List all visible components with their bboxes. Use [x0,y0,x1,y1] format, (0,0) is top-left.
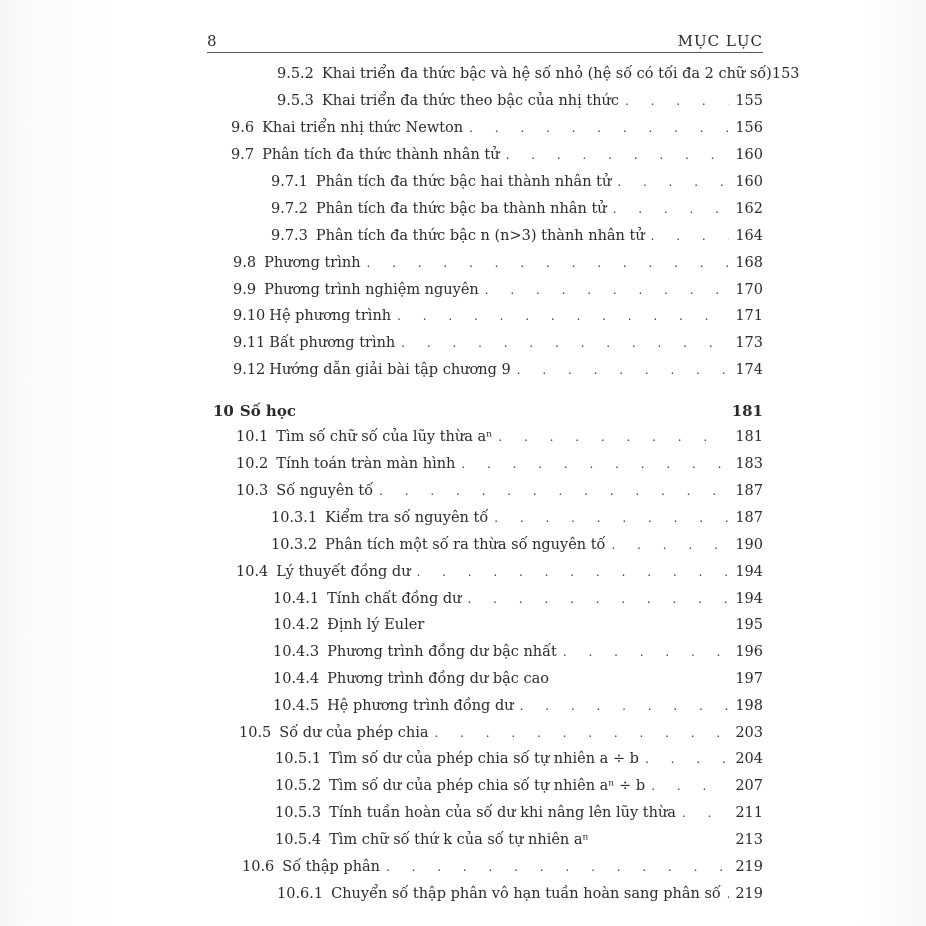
section-title: Số thập phân [282,859,381,875]
toc-chapter [213,402,763,424]
dot-leader [611,538,729,552]
dot-leader [498,430,729,444]
section-number: 10.6.1 [277,886,324,902]
toc-entry [275,751,763,773]
page-header [207,30,763,53]
page-number: 8 [207,32,217,50]
dot-leader [506,148,730,162]
section-title: Phương trình đồng dư bậc nhất [327,644,557,660]
section-number: 10.3.2 [271,537,318,553]
section-title: Khai triển đa thức theo bậc của nhị thức [321,93,620,109]
section-title: Tính chất đồng dư [327,591,462,607]
dot-leader [485,283,730,297]
section-number: 10.4.4 [273,671,320,687]
section-title: Bất phương trình [269,335,396,351]
section-title: Kiểm tra số nguyên tố [325,510,489,526]
page-reference: 162 [735,201,763,217]
toc-entry [273,698,763,720]
running-title: MỤC LỤC [677,32,763,50]
section-number: 10.4.1 [273,591,320,607]
page-reference: 211 [735,805,763,821]
section-number: 10.5.4 [275,832,322,848]
section-title: Lý thuyết đồng dư [276,564,411,580]
section-number: 9.10 [233,308,266,324]
section-number: 10.5.3 [275,805,322,821]
section-number: 10.3 [236,483,269,499]
section-number: 9.7 [231,147,255,163]
page-reference: 204 [735,751,763,767]
section-number: 10.6 [242,859,275,875]
dot-leader [617,175,729,189]
toc-entry [236,564,763,586]
dot-leader [651,229,730,243]
toc-entry [233,282,763,304]
dot-leader [625,94,729,108]
section-title: Khai triển nhị thức Newton [262,120,464,136]
section-number: 9.7.2 [271,201,308,217]
section-title: Phương trình nghiệm nguyên [264,282,479,298]
page-reference: 195 [735,617,763,633]
dot-leader [379,484,729,498]
page-reference: 196 [735,644,763,660]
page-reference: 155 [735,93,763,109]
page-reference: 160 [735,147,763,163]
section-title: Tính toán tràn màn hình [276,456,456,472]
toc-entry [233,308,763,330]
dot-leader [613,202,730,216]
section-title: Hướng dẫn giải bài tập chương 9 [269,362,511,378]
page-reference: 174 [735,362,763,378]
section-number: 10.1 [236,429,269,445]
dot-leader [367,256,730,270]
page-reference: 153 [771,66,800,82]
page-reference: 198 [735,698,763,714]
dot-leader [651,779,729,793]
page-reference: 219 [735,886,763,902]
toc-entry [273,671,763,693]
section-number: 10.3.1 [271,510,318,526]
toc-entry [231,147,763,169]
toc-entry [236,429,763,451]
toc-entry [239,725,763,747]
dot-leader [563,645,729,659]
toc-entry [242,859,763,881]
section-title: Số dư của phép chia [279,725,429,741]
section-title: Số nguyên tố [276,483,374,499]
toc-entry [275,778,763,800]
page-reference: 156 [735,120,763,136]
section-number: 9.5.3 [277,93,314,109]
toc-entry [277,886,763,908]
page-reference: 207 [735,778,763,794]
section-title: Tính tuần hoàn của số dư khi nâng lên lũy thừa [329,805,676,821]
toc-entry [277,66,800,88]
section-number: 9.8 [233,255,257,271]
dot-leader [401,336,729,350]
section-title: Tìm chữ số thứ k của số tự nhiên aⁿ [329,832,589,848]
section-title: Phân tích đa thức thành nhân tử [262,147,500,163]
page-reference: 164 [735,228,763,244]
dot-leader [727,887,730,901]
section-number: 10.4.5 [273,698,320,714]
toc-entry [275,832,763,854]
page-reference: 173 [735,335,763,351]
page-reference: 160 [735,174,763,190]
page-reference: 197 [735,671,763,687]
page-reference: 219 [735,859,763,875]
toc-entry [277,93,763,115]
toc-entry [271,228,763,250]
toc-entry [271,537,763,559]
dot-leader [517,363,730,377]
section-title: Chuyển số thập phân vô hạn tuần hoàn sang phân số [331,886,721,902]
section-title: Phương trình đồng dư bậc cao [327,671,549,687]
section-number: 10.4 [236,564,269,580]
page-reference: 181 [731,402,763,420]
dot-leader [468,592,730,606]
section-title: Hệ phương trình đồng dư [327,698,514,714]
section-title: Định lý Euler [327,617,425,633]
section-title: Phân tích một số ra thừa số nguyên tố [325,537,606,553]
section-number: 10.5.1 [275,751,322,767]
toc-entry [273,591,763,613]
section-number: 10.4.3 [273,644,320,660]
toc-entry [275,805,763,827]
toc-entry [236,483,763,505]
section-number: 9.7.1 [271,174,308,190]
toc-entry [273,644,763,666]
section-number: 10.5 [239,725,272,741]
page-reference: 194 [735,591,763,607]
page-reference: 187 [735,510,763,526]
toc-entry [233,335,763,357]
section-number: 9.11 [233,335,266,351]
dot-leader [386,860,729,874]
page-reference: 203 [735,725,763,741]
toc-entry [236,456,763,478]
toc-entry [273,617,763,639]
toc-entry [271,510,763,532]
section-number: 9.7.3 [271,228,308,244]
toc-entry [233,255,763,277]
page-reference: 213 [735,832,763,848]
page-reference: 171 [735,308,763,324]
page-reference: 187 [735,483,763,499]
section-number: 10 [213,402,234,420]
section-title: Khai triển đa thức bậc và hệ số nhỏ (hệ số có tối đa 2 chữ số) [321,66,772,82]
page-reference: 190 [735,537,763,553]
section-title: Phân tích đa thức bậc hai thành nhân tử [315,174,612,190]
section-number: 10.5.2 [275,778,322,794]
section-number: 10.2 [236,456,269,472]
dot-leader [469,121,729,135]
page-reference: 194 [735,564,763,580]
page-reference: 183 [735,456,763,472]
dot-leader [435,726,730,740]
section-number: 9.5.2 [277,66,314,82]
dot-leader [417,565,730,579]
dot-leader [461,457,729,471]
page-reference: 181 [735,429,763,445]
section-title: Phân tích đa thức bậc n (n>3) thành nhân tử [315,228,645,244]
dot-leader [645,752,729,766]
toc-entry [231,120,763,142]
section-title: Hệ phương trình [269,308,392,324]
section-number: 9.9 [233,282,257,298]
section-number: 10.4.2 [273,617,320,633]
section-title: Tìm số chữ số của lũy thừa aⁿ [276,429,493,445]
section-number: 9.6 [231,120,255,136]
dot-leader [682,806,729,820]
section-title: Số học [239,402,296,420]
toc-entry [233,362,763,384]
section-title: Tìm số dư của phép chia số tự nhiên aⁿ ÷ b [329,778,646,794]
toc-entry [271,174,763,196]
dot-leader [494,511,729,525]
dot-leader [520,699,730,713]
section-number: 9.12 [233,362,266,378]
page-reference: 170 [735,282,763,298]
section-title: Tìm số dư của phép chia số tự nhiên a ÷ b [329,751,639,767]
page-reference: 168 [735,255,763,271]
section-title: Phương trình [264,255,361,271]
toc-entry [271,201,763,223]
section-title: Phân tích đa thức bậc ba thành nhân tử [315,201,607,217]
dot-leader [397,309,729,323]
